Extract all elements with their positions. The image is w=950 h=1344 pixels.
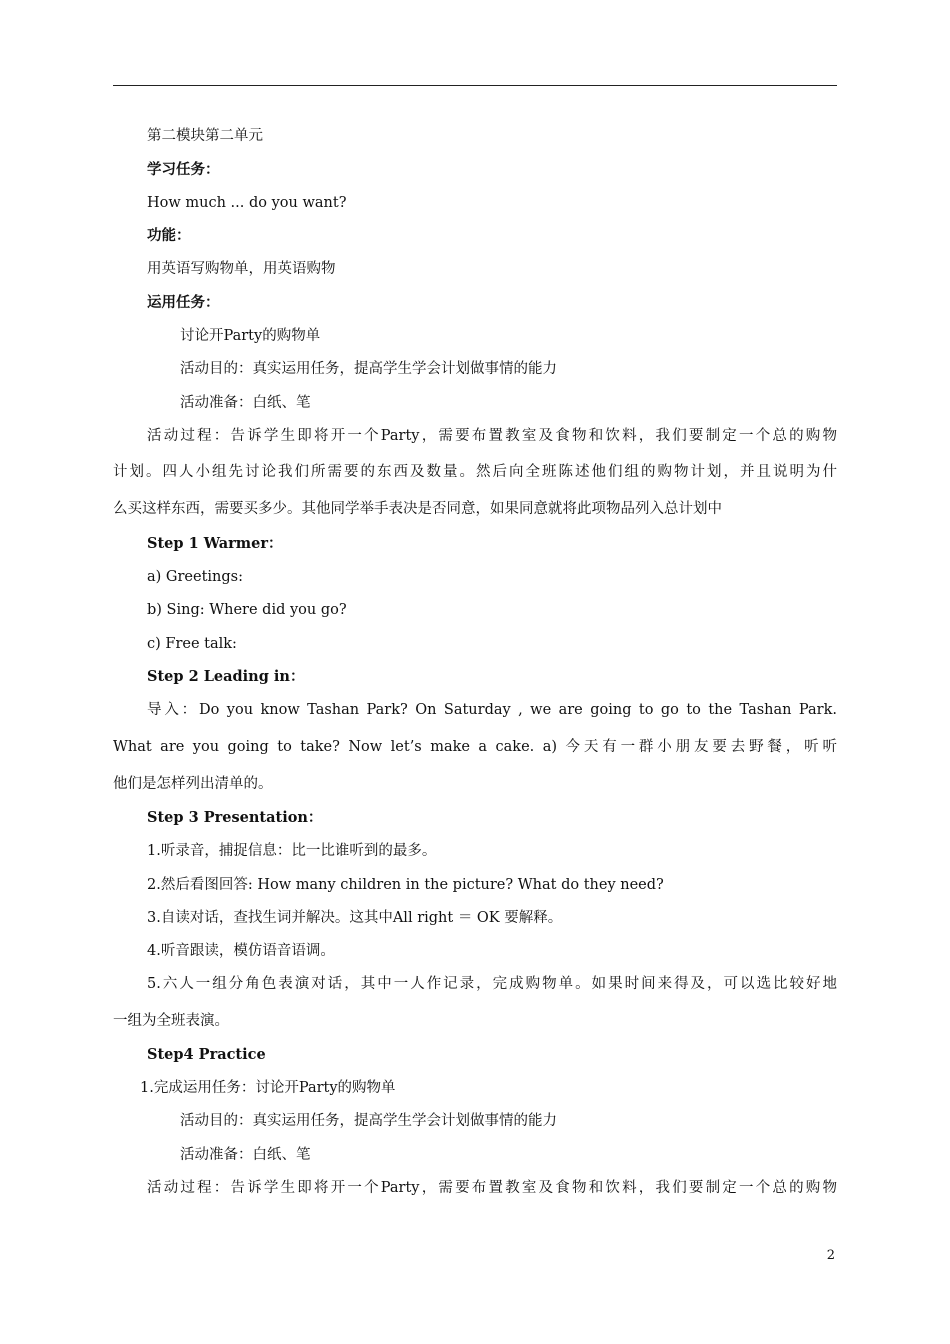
activity-goal-1: 活动目的：真实运用任务，提高学生学会计划做事情的能力 bbox=[180, 361, 557, 377]
step1-heading: Step 1 Warmer： bbox=[147, 535, 283, 552]
activity-prep-1: 活动准备：白纸、笔 bbox=[180, 395, 311, 411]
learning-task: How much ... do you want? bbox=[147, 195, 347, 211]
module-title: 第二模块第二单元 bbox=[147, 128, 263, 144]
presentation-item: 3.自读对话，查找生词并解决。这其中All right ＝ OK 要解释。 bbox=[147, 910, 563, 926]
practice-item: 1.完成运用任务：讨论开Party的购物单 bbox=[140, 1080, 396, 1096]
function-heading: 功能： bbox=[147, 227, 191, 244]
applied-task-1: 讨论开Party的购物单 bbox=[180, 328, 321, 344]
presentation-item: 2.然后看图回答: How many children in the picture? What do they need? bbox=[147, 877, 664, 893]
step2-heading: Step 2 Leading in： bbox=[147, 668, 305, 685]
page-number: 2 bbox=[826, 1248, 835, 1263]
step3-heading: Step 3 Presentation： bbox=[147, 809, 323, 826]
step1-item: c) Free talk: bbox=[147, 636, 237, 652]
header-rule bbox=[113, 85, 837, 86]
leading-in-line: 导入：Do you know Tashan Park? On Saturday , we are going to go to the Tashan Park. bbox=[147, 702, 837, 718]
presentation-item: 4.听音跟读，模仿语音语调。 bbox=[147, 943, 335, 959]
presentation-item: 5.六人一组分角色表演对话，其中一人作记录，完成购物单。如果时间来得及，可以选比较好地 bbox=[147, 976, 837, 992]
learning-task-heading: 学习任务： bbox=[147, 161, 220, 178]
activity-process-line: 计划。四人小组先讨论我们所需要的东西及数量。然后向全班陈述他们组的购物计划，并且说明为什 bbox=[113, 464, 837, 480]
activity-process-line: 活动过程：告诉学生即将开一个Party，需要布置教室及食物和饮料，我们要制定一个总的购物 bbox=[147, 428, 837, 444]
activity-process-line: 活动过程：告诉学生即将开一个Party，需要布置教室及食物和饮料，我们要制定一个总的购物 bbox=[147, 1180, 837, 1196]
leading-in-line: 他们是怎样列出清单的。 bbox=[113, 776, 273, 792]
activity-goal-2: 活动目的：真实运用任务，提高学生学会计划做事情的能力 bbox=[180, 1113, 557, 1129]
function-text: 用英语写购物单，用英语购物 bbox=[147, 261, 336, 277]
activity-prep-2: 活动准备：白纸、笔 bbox=[180, 1147, 311, 1163]
leading-in-line: What are you going to take? Now let’s make a cake. a) 今天有一群小朋友要去野餐，听听 bbox=[113, 739, 837, 755]
applied-task-heading: 运用任务： bbox=[147, 294, 220, 311]
step4-heading: Step4 Practice bbox=[147, 1046, 266, 1063]
presentation-item: 1.听录音，捕捉信息：比一比谁听到的最多。 bbox=[147, 843, 437, 859]
step1-item: a) Greetings: bbox=[147, 569, 243, 585]
presentation-item: 一组为全班表演。 bbox=[113, 1013, 229, 1029]
step1-item: b) Sing: Where did you go? bbox=[147, 602, 347, 618]
activity-process-line: 么买这样东西，需要买多少。其他同学举手表决是否同意，如果同意就将此项物品列入总计划中 bbox=[113, 501, 722, 517]
